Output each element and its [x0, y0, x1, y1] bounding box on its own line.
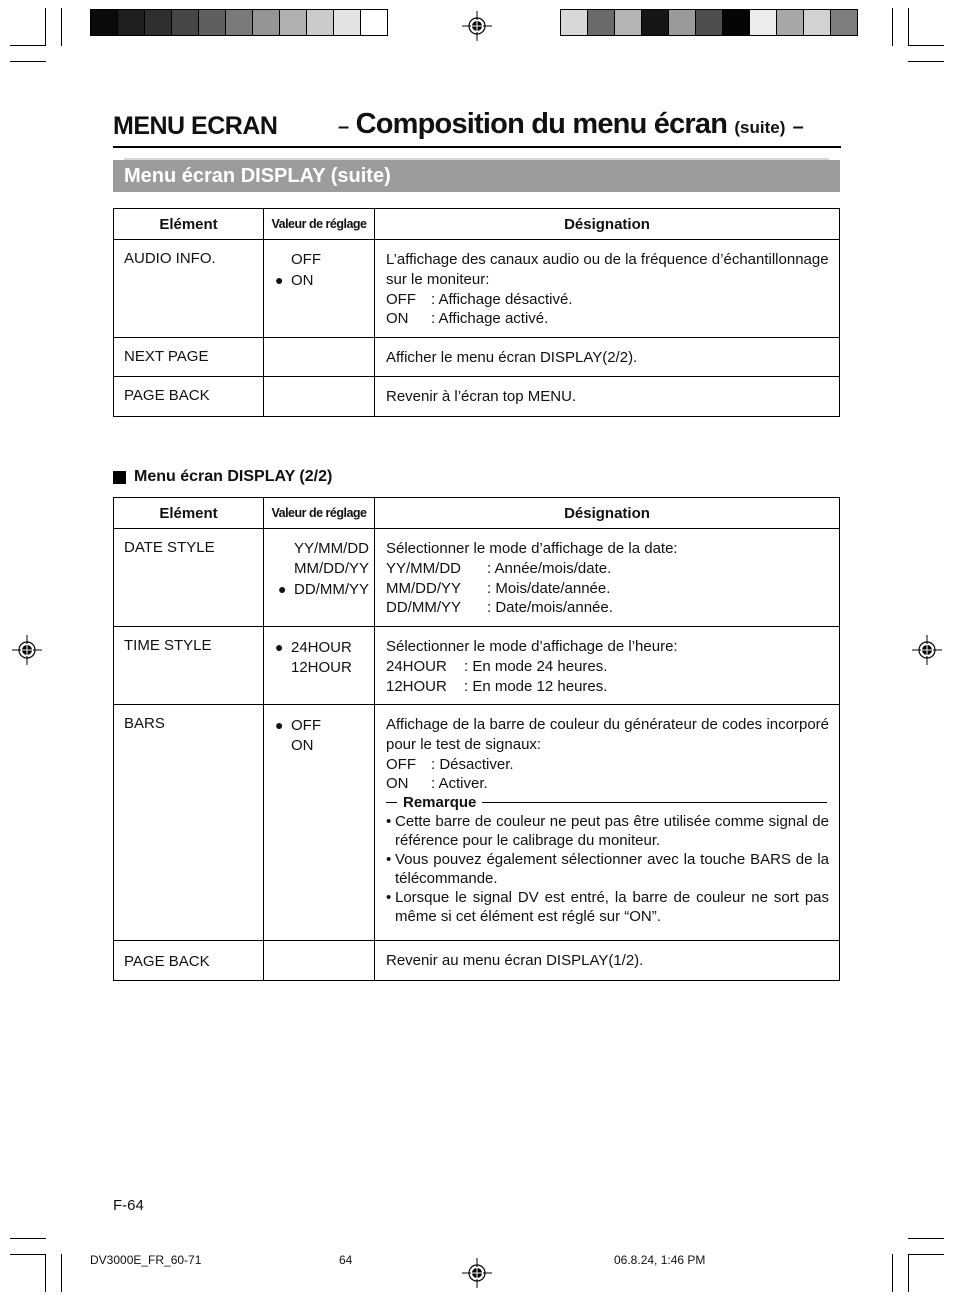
element-cell: BARS: [114, 705, 264, 941]
header-valeur: Valeur de réglage: [264, 209, 375, 240]
table-row: [114, 941, 840, 981]
color-swatch: [172, 10, 199, 35]
designation-cell: Revenir au menu écran DISPLAY(1/2).: [375, 941, 840, 981]
designation-cell: [375, 529, 840, 627]
color-swatch: [334, 10, 361, 35]
option-label: OFF: [291, 251, 321, 268]
table-header-row: [114, 498, 840, 529]
definition-value: : Activer.: [431, 775, 488, 793]
designation-text: Sélectionner le mode d’affichage de la date:: [386, 540, 678, 557]
color-swatch: [145, 10, 172, 35]
table-row: [114, 338, 840, 377]
value-cell: [264, 377, 375, 417]
table-row: [114, 529, 840, 627]
subsection-heading-text: Menu écran DISPLAY (2/2): [134, 468, 333, 485]
note-text: Cette barre de couleur ne peut pas être utilisée comme signal de référence pour le calibrage du moniteur.: [395, 813, 829, 850]
crop-mark: [908, 45, 944, 46]
color-swatch: [696, 10, 723, 35]
designation-text: L’affichage des canaux audio ou de la fréquence d’échantillonnage sur le moniteur:: [386, 251, 829, 288]
table-row: [114, 705, 840, 941]
crop-mark: [10, 1238, 46, 1239]
definition-key: DD/MM/YY: [386, 599, 461, 617]
footer-file: DV3000E_FR_60-71: [90, 1253, 202, 1267]
remarque-header: [386, 793, 829, 812]
color-swatch: [777, 10, 804, 35]
color-swatch: [723, 10, 750, 35]
crop-mark: [10, 1254, 46, 1255]
registration-mark-icon: [462, 1258, 492, 1288]
color-swatch: [91, 10, 118, 35]
color-swatch: [361, 10, 387, 35]
menu-title: MENU ECRAN: [113, 112, 278, 140]
note-item: [386, 888, 829, 926]
bullet-icon: •: [386, 851, 392, 869]
header-element: Elément: [114, 498, 264, 529]
definition-row: [386, 290, 829, 310]
value-cell: [264, 338, 375, 377]
table-header-row: [114, 209, 840, 240]
color-bars-left: [90, 9, 388, 36]
option-item: [264, 579, 374, 600]
crop-mark: [908, 1254, 909, 1292]
option-item: [264, 539, 374, 559]
section-title: Menu écran DISPLAY (suite): [113, 160, 840, 192]
default-marker-icon: ●: [275, 272, 284, 288]
color-swatch: [307, 10, 334, 35]
option-label: ON: [291, 737, 314, 754]
option-item: [264, 736, 374, 756]
definition-key: YY/MM/DD: [386, 559, 461, 577]
option-label: OFF: [291, 717, 321, 734]
definition-key: ON: [386, 310, 409, 328]
color-swatch: [669, 10, 696, 35]
page-title: [338, 108, 803, 141]
definition-row: [386, 309, 829, 329]
table-row: [114, 627, 840, 705]
note-text: Lorsque le signal DV est entré, la barre de couleur ne sort pas même si cet élément est réglé sur “ON”.: [395, 889, 829, 926]
definition-row: [386, 598, 829, 618]
option-item: [264, 637, 374, 658]
title-suite: (suite): [734, 118, 786, 137]
remarque-dash: [386, 802, 397, 804]
crop-mark: [908, 1254, 944, 1255]
color-swatch: [804, 10, 831, 35]
definition-key: OFF: [386, 755, 416, 773]
color-swatch: [199, 10, 226, 35]
square-bullet-icon: [113, 471, 126, 484]
remarque-rule: [482, 802, 827, 804]
subsection-heading: [113, 468, 332, 486]
value-cell: [264, 941, 375, 981]
option-label: MM/DD/YY: [294, 560, 369, 577]
color-swatch: [615, 10, 642, 35]
designation-cell: Afficher le menu écran DISPLAY(2/2).: [375, 338, 840, 377]
color-bars-right: [560, 9, 858, 36]
crop-mark: [45, 8, 46, 46]
element-cell: AUDIO INFO.: [114, 240, 264, 338]
designation-cell: [375, 240, 840, 338]
color-swatch: [226, 10, 253, 35]
definition-key: 12HOUR: [386, 677, 447, 695]
bullet-icon: •: [386, 889, 392, 907]
definition-value: : Année/mois/date.: [487, 559, 612, 577]
note-item: [386, 850, 829, 888]
value-cell: [264, 240, 375, 338]
definition-row: [386, 677, 829, 697]
default-marker-icon: ●: [275, 639, 284, 655]
definition-value: : Mois/date/année.: [487, 579, 611, 597]
color-swatch: [642, 10, 669, 35]
header-valeur: Valeur de réglage: [264, 498, 375, 529]
color-swatch: [750, 10, 777, 35]
page-number: F-64: [113, 1197, 144, 1214]
definition-row: [386, 579, 829, 599]
crop-mark: [908, 61, 944, 62]
header-designation: Désignation: [375, 209, 840, 240]
header-element: Elément: [114, 209, 264, 240]
definition-value: : Date/mois/année.: [487, 599, 613, 617]
definition-key: OFF: [386, 290, 416, 308]
option-item: [264, 559, 374, 579]
title-dash: –: [792, 116, 803, 138]
element-cell: TIME STYLE: [114, 627, 264, 705]
definition-row: [386, 755, 829, 775]
option-label: DD/MM/YY: [294, 581, 369, 598]
definition-key: ON: [386, 775, 409, 793]
crop-mark: [61, 8, 62, 46]
designation-text: Affichage de la barre de couleur du générateur de codes incorporé pour le test de signaux:: [386, 716, 829, 753]
note-item: [386, 812, 829, 850]
table-row: [114, 377, 840, 417]
definition-row: [386, 657, 829, 677]
definition-list: [386, 657, 829, 697]
registration-mark-icon: [462, 11, 492, 41]
registration-mark-icon: [12, 635, 42, 665]
designation-text: Sélectionner le mode d’affichage de l’heure:: [386, 638, 678, 655]
color-swatch: [831, 10, 857, 35]
color-swatch: [561, 10, 588, 35]
title-rule: [113, 146, 841, 148]
value-cell: [264, 705, 375, 941]
option-label: 24HOUR: [291, 639, 352, 656]
option-item: [264, 715, 374, 736]
crop-mark: [61, 1254, 62, 1292]
element-cell: PAGE BACK: [114, 377, 264, 417]
table-row: [114, 240, 840, 338]
page-title-text: Composition du menu écran: [355, 108, 728, 140]
definition-list: [386, 290, 829, 330]
crop-mark: [10, 45, 46, 46]
color-swatch: [280, 10, 307, 35]
definition-key: MM/DD/YY: [386, 579, 461, 597]
note-text: Vous pouvez également sélectionner avec la touche BARS de la télécommande.: [395, 851, 829, 888]
header-designation: Désignation: [375, 498, 840, 529]
bullet-icon: •: [386, 813, 392, 831]
option-item: [264, 270, 374, 291]
footer-num: 64: [339, 1253, 353, 1267]
color-swatch: [118, 10, 145, 35]
registration-mark-icon: [912, 635, 942, 665]
default-marker-icon: ●: [275, 717, 284, 733]
crop-mark: [908, 1238, 944, 1239]
value-cell: [264, 627, 375, 705]
definition-value: : En mode 24 heures.: [464, 657, 608, 675]
color-swatch: [588, 10, 615, 35]
definition-row: [386, 559, 829, 579]
color-swatch: [253, 10, 280, 35]
crop-mark: [45, 1254, 46, 1292]
option-item: [264, 250, 374, 270]
definition-value: : Affichage activé.: [431, 310, 549, 328]
option-label: ON: [291, 272, 314, 289]
title-dash: –: [338, 116, 349, 138]
definition-list: [386, 755, 829, 795]
designation-cell: [375, 705, 840, 941]
element-cell: DATE STYLE: [114, 529, 264, 627]
definition-value: : Affichage désactivé.: [431, 290, 573, 308]
settings-table-1: [113, 208, 840, 417]
settings-table-2: [113, 497, 840, 981]
crop-mark: [892, 8, 893, 46]
designation-cell: [375, 627, 840, 705]
crop-mark: [892, 1254, 893, 1292]
crop-mark: [908, 8, 909, 46]
footer-date: 06.8.24, 1:46 PM: [614, 1253, 706, 1267]
default-marker-icon: ●: [278, 581, 287, 597]
element-cell: NEXT PAGE: [114, 338, 264, 377]
definition-key: 24HOUR: [386, 657, 447, 675]
value-cell: [264, 529, 375, 627]
crop-mark: [10, 61, 46, 62]
definition-value: : En mode 12 heures.: [464, 677, 608, 695]
option-item: [264, 658, 374, 678]
option-label: YY/MM/DD: [294, 540, 369, 557]
definition-list: [386, 559, 829, 618]
option-label: 12HOUR: [291, 659, 352, 676]
element-cell: PAGE BACK: [114, 941, 264, 981]
designation-cell: Revenir à l’écran top MENU.: [375, 377, 840, 417]
definition-row: [386, 774, 829, 794]
remarque-label: Remarque: [403, 794, 477, 812]
definition-value: : Désactiver.: [431, 755, 514, 773]
